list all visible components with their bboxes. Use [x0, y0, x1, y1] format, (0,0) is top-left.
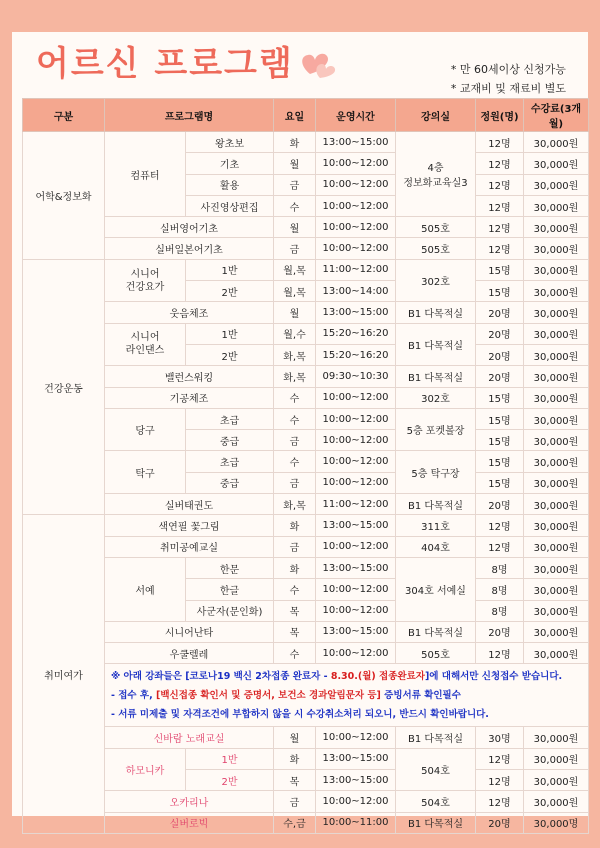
time-cell: 10:00~12:00 — [316, 174, 396, 195]
time-cell: 13:00~15:00 — [316, 770, 396, 791]
capacity-cell: 12명 — [476, 748, 524, 769]
page-title: 어르신 프로그램 — [36, 44, 294, 84]
day-cell: 화 — [274, 748, 316, 769]
room-cell: B1 다목적실 — [396, 302, 476, 323]
fee-cell: 30,000원 — [524, 791, 589, 812]
day-cell: 목 — [274, 621, 316, 642]
room-cell: B1 다목적실 — [396, 621, 476, 642]
capacity-cell: 12명 — [476, 195, 524, 216]
room-cell: B1 다목적실 — [396, 727, 476, 748]
fee-cell: 30,000원 — [524, 366, 589, 387]
capacity-cell: 20명 — [476, 494, 524, 515]
time-cell: 10:00~12:00 — [316, 643, 396, 664]
notice-line-1: ※ 아래 강좌들은 [코로나19 백신 2차접종 완료자 - 8.30.(월) 접종완료자]에 대해서만 신청접수 받습니다. — [111, 670, 563, 682]
capacity-cell: 15명 — [476, 430, 524, 451]
time-cell: 10:00~12:00 — [316, 238, 396, 259]
day-cell: 월,목 — [274, 259, 316, 280]
program-table — [22, 98, 589, 834]
time-cell: 10:00~12:00 — [316, 451, 396, 472]
program-name-cell: 한문 — [186, 557, 274, 578]
table-row — [23, 238, 589, 259]
room-cell: B1 다목적실 — [396, 323, 476, 366]
room-cell: 311호 — [396, 515, 476, 536]
program-name-cell: 신바람 노래교실 — [105, 727, 274, 748]
capacity-cell: 12명 — [476, 770, 524, 791]
day-cell: 화 — [274, 132, 316, 153]
capacity-cell: 20명 — [476, 621, 524, 642]
day-cell: 월 — [274, 217, 316, 238]
program-name-cell: 기초 — [186, 153, 274, 174]
day-cell: 월,목 — [274, 281, 316, 302]
table-row — [23, 536, 589, 557]
room-cell: 302호 — [396, 259, 476, 302]
program-name-cell: 2반 — [186, 344, 274, 365]
capacity-cell: 12명 — [476, 515, 524, 536]
program-name-cell: 사진영상편집 — [186, 195, 274, 216]
covid-notice — [105, 664, 589, 727]
capacity-cell: 12명 — [476, 643, 524, 664]
program-name-cell: 중급 — [186, 430, 274, 451]
fee-cell: 30,000원 — [524, 259, 589, 280]
room-cell: 302호 — [396, 387, 476, 408]
header-capacity: 정원(명) — [476, 99, 524, 132]
fee-cell: 30,000원 — [524, 174, 589, 195]
time-cell: 13:00~15:00 — [316, 515, 396, 536]
table-row — [23, 748, 589, 769]
program-name-cell: 한글 — [186, 579, 274, 600]
program-group-cell: 서예 — [105, 557, 186, 621]
program-name-cell: 시니어난타 — [105, 621, 274, 642]
fee-cell: 30,000원 — [524, 408, 589, 429]
day-cell: 수 — [274, 408, 316, 429]
table-row — [23, 323, 589, 344]
notice-line-3: - 서류 미제출 및 자격조건에 부합하지 않을 시 수강취소처리 되오니, 반드시 확인바랍니다. — [111, 708, 489, 720]
day-cell: 수 — [274, 195, 316, 216]
capacity-cell: 20명 — [476, 344, 524, 365]
time-cell: 15:20~16:20 — [316, 344, 396, 365]
day-cell: 수 — [274, 643, 316, 664]
program-name-cell: 실버로빅 — [105, 812, 274, 833]
fee-cell: 30,000원 — [524, 621, 589, 642]
day-cell: 화,목 — [274, 366, 316, 387]
table-row — [23, 366, 589, 387]
program-name-cell: 취미공예교실 — [105, 536, 274, 557]
fee-cell: 30,000원 — [524, 600, 589, 621]
time-cell: 13:00~15:00 — [316, 748, 396, 769]
note-age: * 만 60세이상 신청가능 — [450, 63, 566, 76]
program-name-cell: 실버영어기초 — [105, 217, 274, 238]
time-cell: 10:00~12:00 — [316, 408, 396, 429]
program-name-cell: 우쿨렐레 — [105, 643, 274, 664]
time-cell: 13:00~14:00 — [316, 281, 396, 302]
program-name-cell: 오카리나 — [105, 791, 274, 812]
header-room: 강의실 — [396, 99, 476, 132]
program-name-cell: 1반 — [186, 748, 274, 769]
day-cell: 화 — [274, 557, 316, 578]
time-cell: 10:00~12:00 — [316, 153, 396, 174]
capacity-cell: 15명 — [476, 408, 524, 429]
notice-row — [23, 664, 589, 727]
capacity-cell: 12명 — [476, 238, 524, 259]
room-cell: 5층 탁구장 — [396, 451, 476, 494]
table-row — [23, 557, 589, 578]
capacity-cell: 15명 — [476, 472, 524, 493]
time-cell: 10:00~12:00 — [316, 727, 396, 748]
capacity-cell: 12명 — [476, 153, 524, 174]
fee-cell: 30,000원 — [524, 344, 589, 365]
day-cell: 목 — [274, 770, 316, 791]
program-name-cell: 초급 — [186, 451, 274, 472]
program-name-cell: 중급 — [186, 472, 274, 493]
fee-cell: 30,000원 — [524, 557, 589, 578]
notes — [451, 60, 566, 98]
header-category: 구분 — [23, 99, 105, 132]
fee-cell: 30,000원 — [524, 515, 589, 536]
day-cell: 목 — [274, 600, 316, 621]
time-cell: 10:00~12:00 — [316, 387, 396, 408]
day-cell: 금 — [274, 536, 316, 557]
capacity-cell: 20명 — [476, 366, 524, 387]
program-name-cell: 2반 — [186, 281, 274, 302]
table-row — [23, 259, 589, 280]
program-name-cell: 실버태권도 — [105, 494, 274, 515]
fee-cell: 30,000원 — [524, 195, 589, 216]
table-row — [23, 494, 589, 515]
fee-cell: 30,000명 — [524, 812, 589, 833]
day-cell: 금 — [274, 238, 316, 259]
fee-cell: 30,000원 — [524, 217, 589, 238]
program-group-cell: 탁구 — [105, 451, 186, 494]
time-cell: 10:00~11:00 — [316, 812, 396, 833]
table-header-row — [23, 99, 589, 132]
time-cell: 15:20~16:20 — [316, 323, 396, 344]
capacity-cell: 12명 — [476, 536, 524, 557]
table-row — [23, 515, 589, 536]
room-cell: 505호 — [396, 238, 476, 259]
day-cell: 월 — [274, 153, 316, 174]
category-cell: 취미여가 — [23, 515, 105, 834]
fee-cell: 30,000원 — [524, 770, 589, 791]
time-cell: 10:00~12:00 — [316, 600, 396, 621]
time-cell: 10:00~12:00 — [316, 472, 396, 493]
time-cell: 11:00~12:00 — [316, 494, 396, 515]
day-cell: 금 — [274, 472, 316, 493]
program-name-cell: 사군자(문인화) — [186, 600, 274, 621]
program-name-cell: 활용 — [186, 174, 274, 195]
fee-cell: 30,000원 — [524, 643, 589, 664]
time-cell: 09:30~10:30 — [316, 366, 396, 387]
fee-cell: 30,000원 — [524, 579, 589, 600]
day-cell: 화,목 — [274, 344, 316, 365]
day-cell: 월,수 — [274, 323, 316, 344]
notice-line-2: - 접수 후, [백신접종 확인서 및 증명서, 보건소 경과알림문자 등] 증빙서류 확인필수 — [111, 689, 461, 701]
capacity-cell: 30명 — [476, 727, 524, 748]
fee-cell: 30,000원 — [524, 430, 589, 451]
header-time: 운영시간 — [316, 99, 396, 132]
table-row — [23, 217, 589, 238]
program-name-cell: 2반 — [186, 770, 274, 791]
time-cell: 10:00~12:00 — [316, 195, 396, 216]
program-sheet — [12, 32, 588, 831]
program-name-cell: 1반 — [186, 259, 274, 280]
fee-cell: 30,000원 — [524, 153, 589, 174]
fee-cell: 30,000원 — [524, 727, 589, 748]
time-cell: 13:00~15:00 — [316, 621, 396, 642]
time-cell: 11:00~12:00 — [316, 259, 396, 280]
fee-cell: 30,000원 — [524, 748, 589, 769]
note-material: * 교재비 및 재료비 별도 — [450, 82, 566, 95]
day-cell: 화 — [274, 515, 316, 536]
fee-cell: 30,000원 — [524, 472, 589, 493]
fee-cell: 30,000원 — [524, 281, 589, 302]
capacity-cell: 12명 — [476, 132, 524, 153]
room-cell: B1 다목적실 — [396, 494, 476, 515]
table-row — [23, 791, 589, 812]
day-cell: 수 — [274, 451, 316, 472]
table-row — [23, 812, 589, 833]
capacity-cell: 15명 — [476, 259, 524, 280]
program-name-cell: 왕초보 — [186, 132, 274, 153]
program-name-cell: 밸런스워킹 — [105, 366, 274, 387]
capacity-cell: 20명 — [476, 323, 524, 344]
day-cell: 월 — [274, 302, 316, 323]
table-row — [23, 387, 589, 408]
capacity-cell: 8명 — [476, 557, 524, 578]
table-row — [23, 132, 589, 153]
table-row — [23, 451, 589, 472]
fee-cell: 30,000원 — [524, 132, 589, 153]
capacity-cell: 8명 — [476, 579, 524, 600]
table-row — [23, 643, 589, 664]
room-cell: B1 다목적실 — [396, 366, 476, 387]
room-cell: B1 다목적실 — [396, 812, 476, 833]
time-cell: 10:00~12:00 — [316, 579, 396, 600]
room-cell: 5층 포켓볼장 — [396, 408, 476, 451]
capacity-cell: 12명 — [476, 791, 524, 812]
capacity-cell: 12명 — [476, 174, 524, 195]
program-name-cell: 웃음체조 — [105, 302, 274, 323]
day-cell: 수 — [274, 387, 316, 408]
room-cell: 304호 서예실 — [396, 557, 476, 621]
program-name-cell: 기공체조 — [105, 387, 274, 408]
fee-cell: 30,000원 — [524, 451, 589, 472]
table-row — [23, 621, 589, 642]
day-cell: 화,목 — [274, 494, 316, 515]
room-cell: 404호 — [396, 536, 476, 557]
time-cell: 10:00~12:00 — [316, 536, 396, 557]
program-group-cell: 시니어 건강요가 — [105, 259, 186, 302]
time-cell: 10:00~12:00 — [316, 217, 396, 238]
time-cell: 13:00~15:00 — [316, 557, 396, 578]
day-cell: 수 — [274, 579, 316, 600]
room-cell: 505호 — [396, 217, 476, 238]
fee-cell: 30,000원 — [524, 323, 589, 344]
room-cell: 505호 — [396, 643, 476, 664]
time-cell: 10:00~12:00 — [316, 791, 396, 812]
day-cell: 금 — [274, 174, 316, 195]
time-cell: 13:00~15:00 — [316, 132, 396, 153]
capacity-cell: 12명 — [476, 217, 524, 238]
program-group-cell: 당구 — [105, 408, 186, 451]
program-group-cell: 하모니카 — [105, 748, 186, 791]
category-cell: 어학&정보화 — [23, 132, 105, 260]
fee-cell: 30,000원 — [524, 302, 589, 323]
capacity-cell: 8명 — [476, 600, 524, 621]
capacity-cell: 15명 — [476, 387, 524, 408]
program-name-cell: 초급 — [186, 408, 274, 429]
capacity-cell: 20명 — [476, 812, 524, 833]
day-cell: 수,금 — [274, 812, 316, 833]
room-cell: 4층 정보화교육실3 — [396, 132, 476, 217]
program-name-cell: 색연필 꽃그림 — [105, 515, 274, 536]
time-cell: 10:00~12:00 — [316, 430, 396, 451]
category-cell: 건강운동 — [23, 259, 105, 515]
day-cell: 금 — [274, 430, 316, 451]
table-row — [23, 727, 589, 748]
header-fee: 수강료(3개월) — [524, 99, 589, 132]
fee-cell: 30,000원 — [524, 494, 589, 515]
room-cell: 504호 — [396, 748, 476, 791]
heart-icon — [298, 44, 338, 84]
fee-cell: 30,000원 — [524, 536, 589, 557]
header-day: 요일 — [274, 99, 316, 132]
fee-cell: 30,000원 — [524, 238, 589, 259]
fee-cell: 30,000원 — [524, 387, 589, 408]
day-cell: 월 — [274, 727, 316, 748]
table-row — [23, 302, 589, 323]
table-row — [23, 408, 589, 429]
program-group-cell: 컴퓨터 — [105, 132, 186, 217]
capacity-cell: 20명 — [476, 302, 524, 323]
time-cell: 13:00~15:00 — [316, 302, 396, 323]
capacity-cell: 15명 — [476, 451, 524, 472]
program-name-cell: 실버일본어기초 — [105, 238, 274, 259]
capacity-cell: 15명 — [476, 281, 524, 302]
header-program: 프로그램명 — [105, 99, 274, 132]
program-name-cell: 1반 — [186, 323, 274, 344]
room-cell: 504호 — [396, 791, 476, 812]
day-cell: 금 — [274, 791, 316, 812]
program-group-cell: 시니어 라인댄스 — [105, 323, 186, 366]
